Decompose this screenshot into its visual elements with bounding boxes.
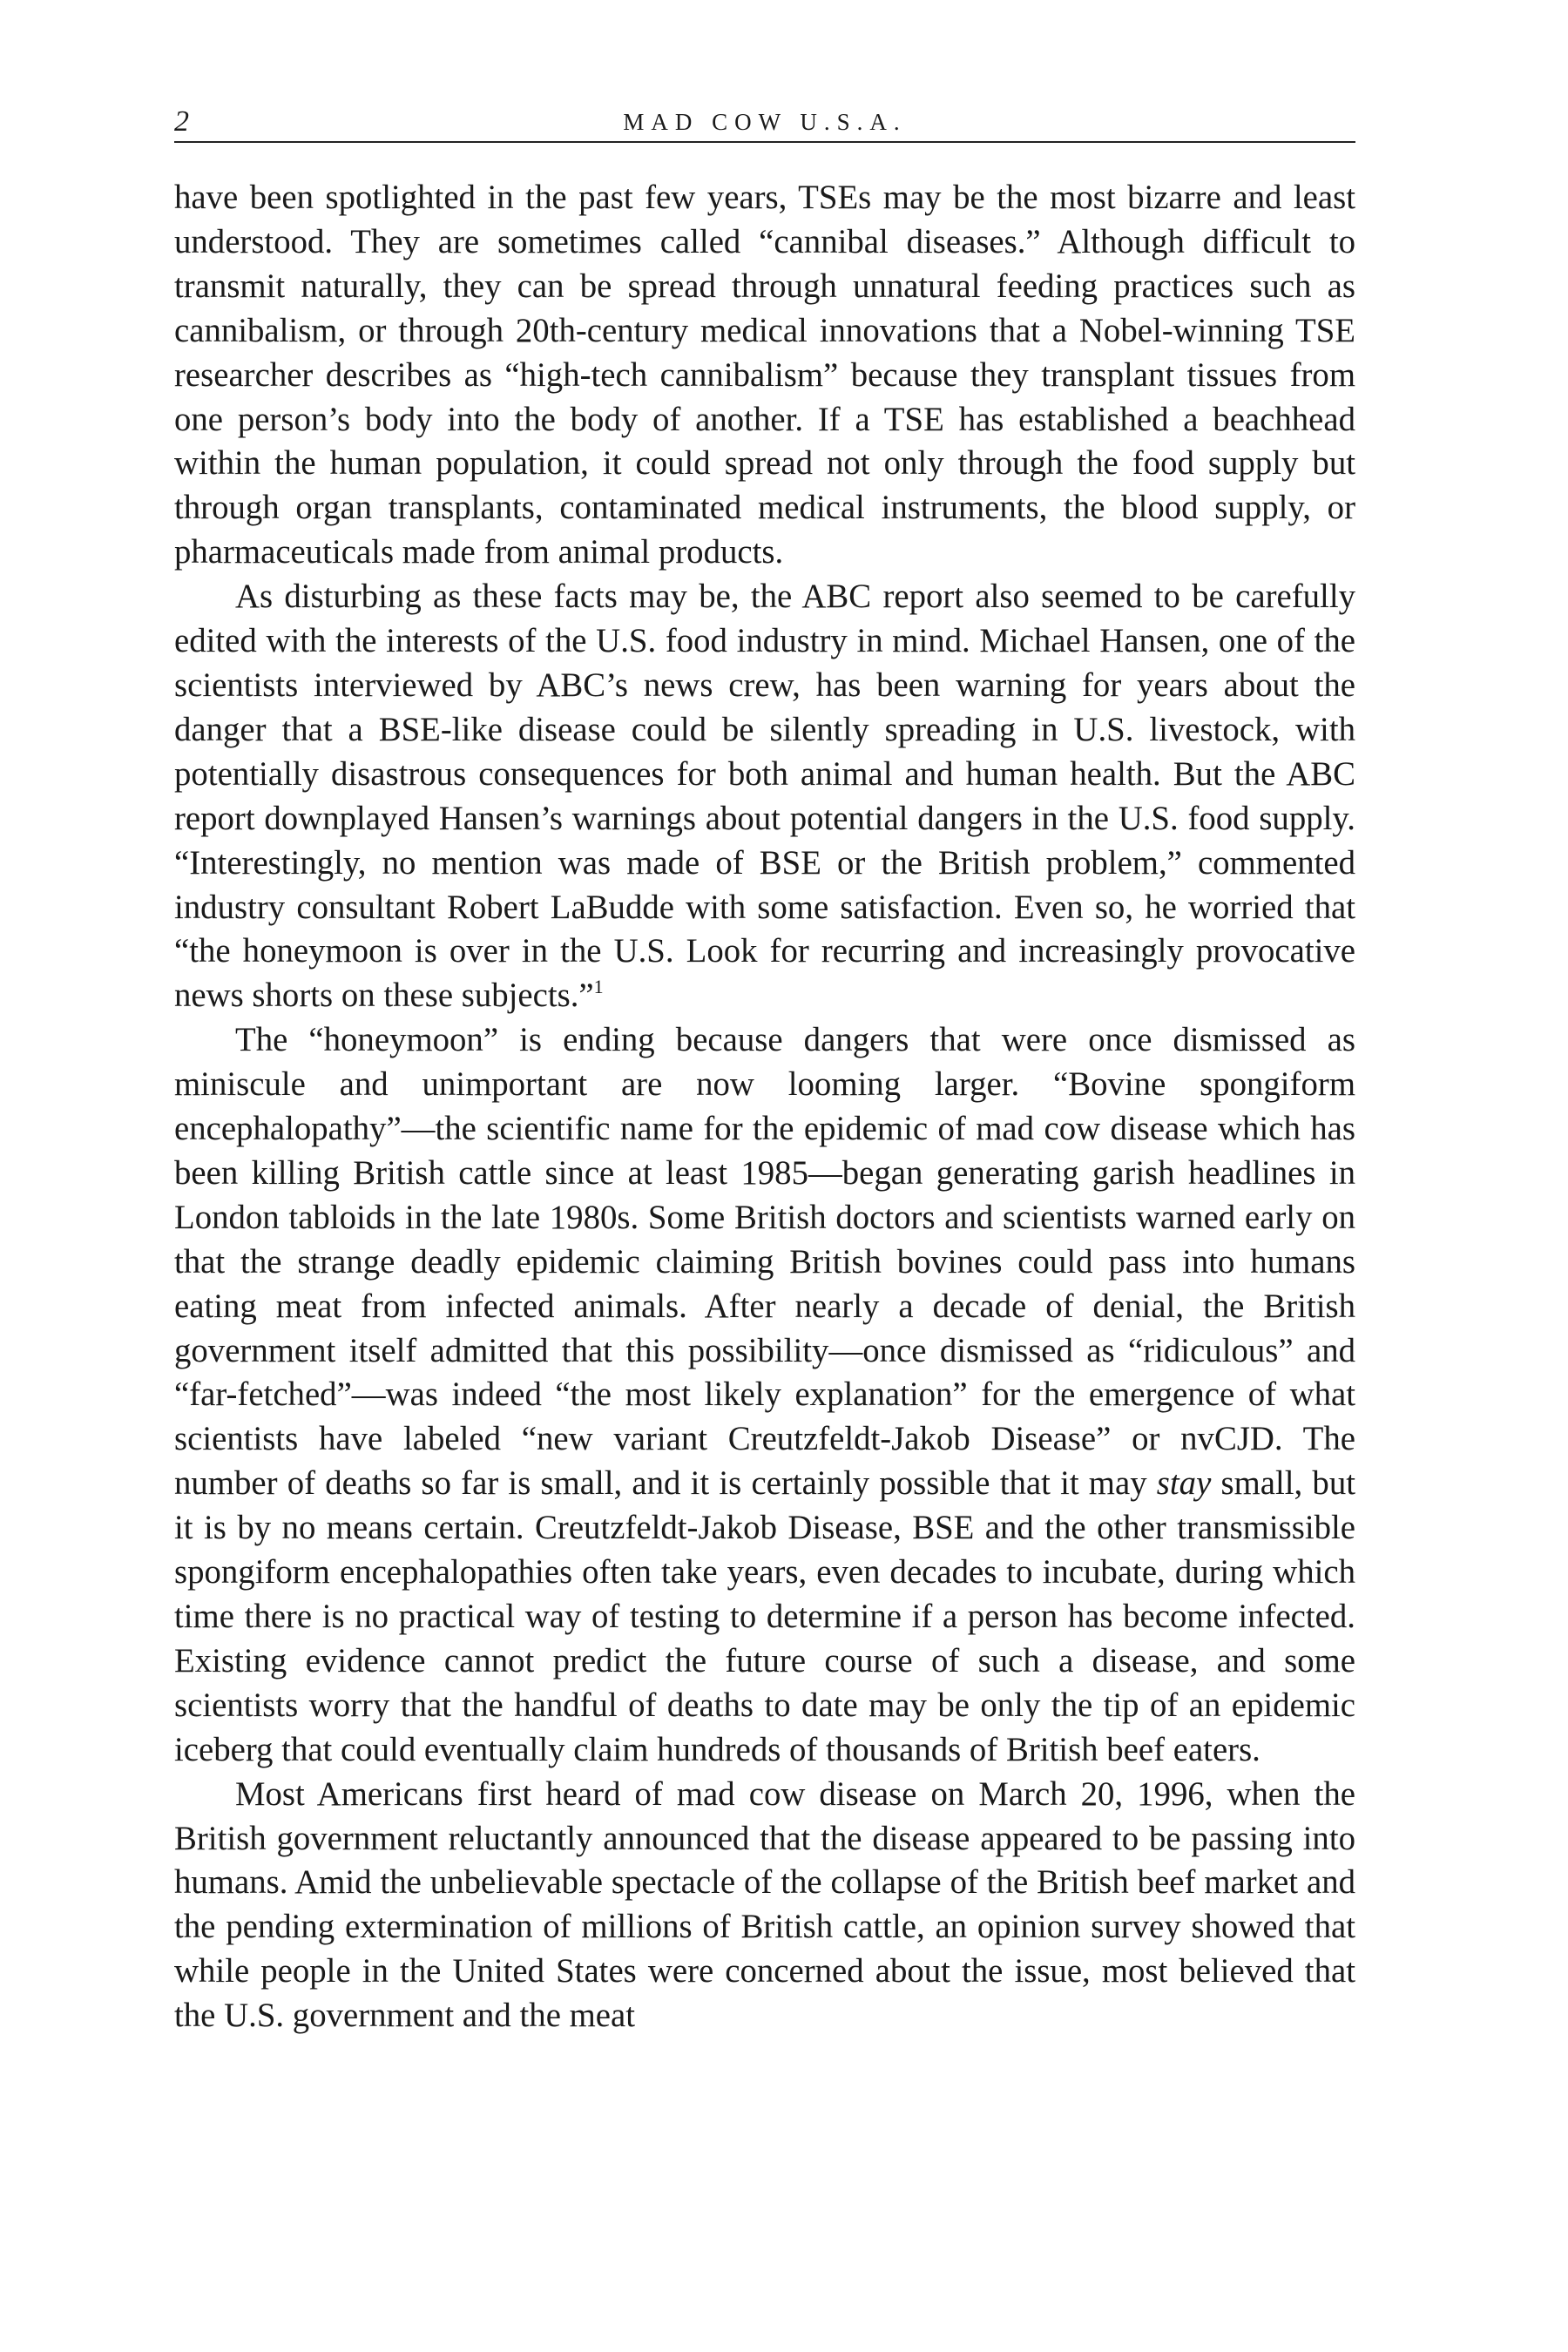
page-number: 2 [174, 105, 189, 138]
running-head [174, 105, 1355, 143]
running-title: MAD COW U.S.A. [623, 109, 907, 135]
book-page [174, 105, 1355, 2038]
body-text [174, 176, 1355, 2038]
paragraph-4: Most Americans first heard of mad cow disease on March 20, 1996, when the British government reluctantly announced that the disease appeared to be passing into humans. Amid the unbelievable spectacle of the collapse of the British beef market and the pending extermination of millions of British cattle, an opinion survey showed that while people in the United States were concerned about the issue, most believed that the U.S. government and the meat [174, 1774, 1355, 2035]
paragraph-1: have been spotlighted in the past few years, TSEs may be the most bizarre and least understood. They are sometimes called “cannibal diseases.” Although difficult to transmit naturally, they can be spread through unnatural feeding practices such as cannibalism, or through 20th-century medical innovations that a Nobel-winning TSE researcher describes as “high-tech cannibalism” because they transplant tissues from one person’s body into the body of another. If a TSE has established a beachhead within the human population, it could spread not only through the food supply but through organ transplants, contaminated medical instruments, the blood supply, or pharmaceuticals made from animal products. [174, 179, 1355, 571]
paragraph-3-text-end: small, but it is by no means certain. Creutzfeldt-Jakob Disease, BSE and the other transmissible spongiform encephalopathies often take years, even decades to incubate, during which time there is no practical way of testing to determine if a person has become infected. Existing evidence cannot predict the future course of such a disease, and some scientists worry that the handful of deaths to date may be only the tip of an epidemic iceberg that could eventually claim hundreds of thousands of British beef eaters. [174, 1464, 1355, 1768]
paragraph-3 [174, 1018, 1355, 1772]
emphasis-stay: stay [1156, 1464, 1212, 1503]
paragraph-2-text: As disturbing as these facts may be, the ABC report also seemed to be carefully edited with the interests of the U.S. food industry in mind. Michael Hansen, one of the scientists interviewed by ABC’s news crew, has been warning for years about the danger that a BSE-like disease could be silently spreading in U.S. livestock, with potentially disastrous consequences for both animal and human health. But the ABC report downplayed Hansen’s warnings about potential dangers in the U.S. food supply. “Interestingly, no mention was made of BSE or the British problem,” commented industry consultant Robert LaBudde with some satisfaction. Even so, he worried that “the honeymoon is over in the U.S. Look for recurring and increasingly provocative news shorts on these subjects.” [174, 578, 1355, 1015]
footnote-reference-1: 1 [593, 976, 604, 998]
paragraph-2 [174, 575, 1355, 1018]
paragraph-3-text-start: The “honeymoon” is ending because dangers that were once dismissed as miniscule and unimportant are now looming larger. “Bovine spongiform encephalopathy”—the scientific name for the epidemic of mad cow disease which has been killing British cattle since at least 1985—began generating garish headlines in London tabloids in the late 1980s. Some British doctors and scientists warned early on that the strange deadly epidemic claiming British bovines could pass into humans eating meat from infected animals. After nearly a decade of denial, the British government itself admitted that this possibility—once dismissed as “ridiculous” and “far-fetched”—was indeed “the most likely explanation” for the emergence of what scientists have labeled “new variant Creutzfeldt-Jakob Disease” or nvCJD. The number of deaths so far is small, and it is certainly possible that it may [174, 1021, 1355, 1503]
